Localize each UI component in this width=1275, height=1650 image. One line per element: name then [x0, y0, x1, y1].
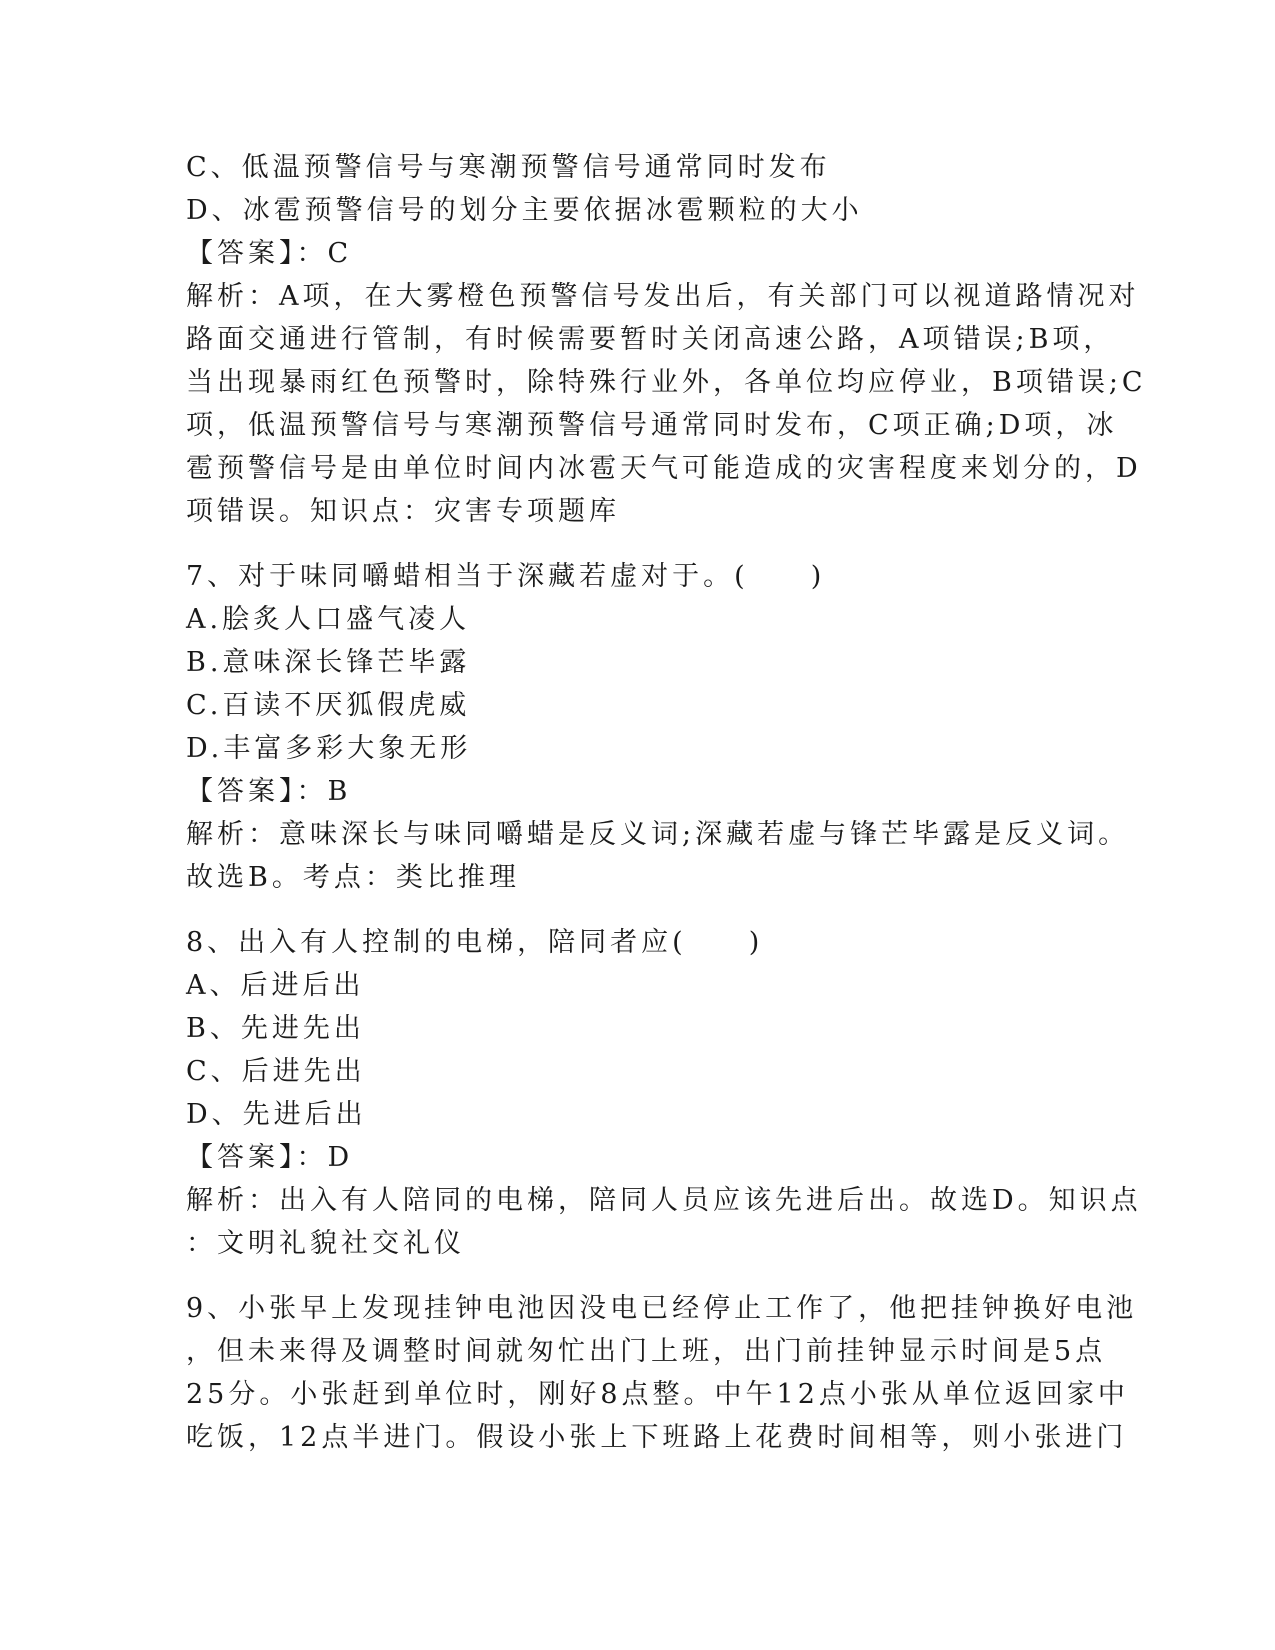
option-d: D.丰富多彩大象无形	[186, 733, 472, 764]
spacer	[186, 899, 1086, 921]
option-a: A、后进后出	[186, 970, 365, 1001]
question-9	[186, 1287, 1138, 1459]
question-text: 7、对于味同嚼蜡相当于深藏若虚对于。( )	[186, 561, 826, 592]
analysis-line: 解析：意味深长与味同嚼蜡是反义词;深藏若虚与锋芒毕露是反义词。	[186, 819, 1130, 850]
option-a: A.脍炙人口盛气凌人	[186, 604, 471, 635]
option-c: C、低温预警信号与寒潮预警信号通常同时发布	[186, 152, 831, 183]
question-text: 8、出入有人控制的电梯，陪同者应( )	[186, 927, 764, 958]
question-8	[186, 921, 1142, 1265]
question-text-line: 9、小张早上发现挂钟电池因没电已经停止工作了，他把挂钟换好电池	[186, 1293, 1138, 1324]
analysis-line: 项，低温预警信号与寒潮预警信号通常同时发布，C项正确;D项，冰	[186, 410, 1118, 441]
option-b: B、先进先出	[186, 1013, 365, 1044]
question-text-line: 25分。小张赶到单位时，刚好8点整。中午12点小张从单位返回家中	[186, 1379, 1129, 1410]
analysis-line: 雹预警信号是由单位时间内冰雹天气可能造成的灾害程度来划分的，D	[186, 453, 1142, 484]
option-c: C、后进先出	[186, 1056, 366, 1087]
spacer	[186, 533, 1086, 555]
option-b: B.意味深长锋芒毕露	[186, 647, 471, 678]
question-6-tail	[186, 146, 1147, 533]
document-content	[186, 146, 1147, 1459]
option-d: D、冰雹预警信号的划分主要依据冰雹颗粒的大小	[186, 195, 863, 226]
spacer	[186, 1265, 1086, 1287]
question-text-line: ，但未来得及调整时间就匆忙出门上班，出门前挂钟显示时间是5点	[186, 1336, 1107, 1367]
option-d: D、先进后出	[186, 1099, 367, 1130]
question-text-line: 吃饭，12点半进门。假设小张上下班路上花费时间相等，则小张进门	[186, 1422, 1128, 1453]
analysis-line: 项错误。知识点：灾害专项题库	[186, 496, 620, 527]
option-c: C.百读不厌狐假虎威	[186, 690, 471, 721]
analysis-line: 解析：A项，在大雾橙色预警信号发出后，有关部门可以视道路情况对	[186, 281, 1140, 312]
analysis-line: 解析：出入有人陪同的电梯，陪同人员应该先进后出。故选D。知识点	[186, 1185, 1142, 1216]
analysis-line: 故选B。考点：类比推理	[186, 862, 520, 893]
analysis-line: 当出现暴雨红色预警时，除特殊行业外，各单位均应停业，B项错误;C	[186, 367, 1147, 398]
analysis-line: ：文明礼貌社交礼仪	[186, 1228, 465, 1259]
analysis-line: 路面交通进行管制，有时候需要暂时关闭高速公路，A项错误;B项，	[186, 324, 1115, 355]
answer-line: 【答案】：D	[186, 1142, 354, 1173]
answer-line: 【答案】：B	[186, 776, 352, 807]
question-7	[186, 555, 1130, 899]
answer-line: 【答案】：C	[186, 238, 353, 269]
